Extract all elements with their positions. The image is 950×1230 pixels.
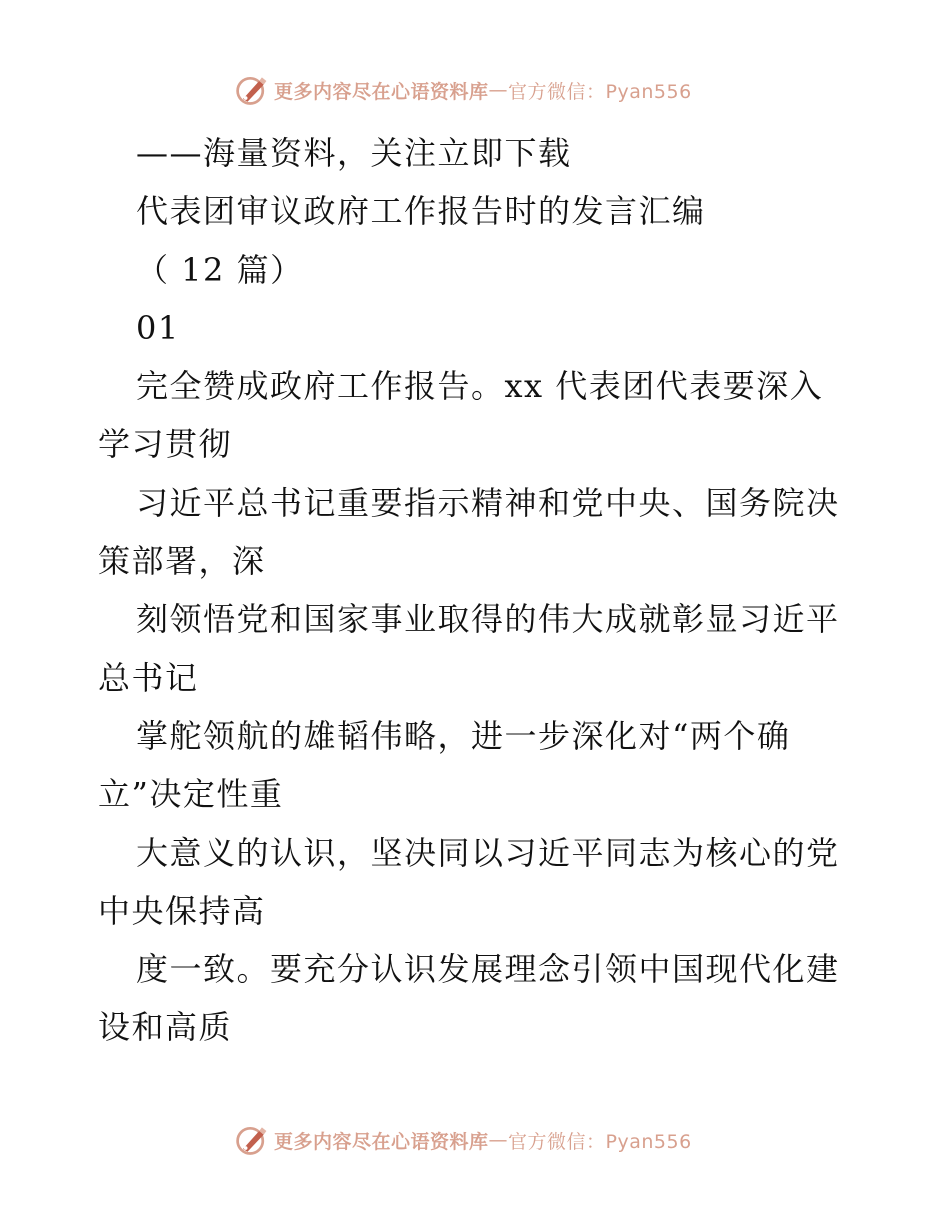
document-line: 立”决定性重 (98, 775, 284, 814)
document-title: 代表团审议政府工作报告时的发言汇编 (136, 192, 706, 231)
document-line: （ 12 篇） (136, 250, 304, 289)
header-watermark-banner (234, 70, 692, 110)
document-body (98, 124, 858, 1057)
pen-in-circle-logo-icon (234, 1122, 270, 1158)
document-line: ——海量资料，关注立即下载 (136, 134, 572, 172)
section-number: 01 (136, 308, 180, 347)
document-line: 习近平总书记重要指示精神和党中央、国务院决 (136, 483, 840, 522)
document-line: 学习贯彻 (98, 425, 233, 464)
document-line: 中央保持高 (98, 891, 266, 930)
banner-title: 更多内容尽在心语资料库 (274, 1130, 489, 1153)
pen-in-circle-logo-icon (234, 72, 270, 108)
document-line: 设和高质 (98, 1008, 233, 1047)
banner-wechat: 官方微信：Pyan556 (508, 1130, 692, 1153)
banner-separator: — (488, 1129, 509, 1151)
document-line: 总书记 (98, 658, 199, 697)
document-line: 刻领悟党和国家事业取得的伟大成就彰显习近平 (136, 600, 840, 639)
banner-wechat: 官方微信：Pyan556 (508, 80, 692, 103)
document-line: 完全赞成政府工作报告。xx 代表团代表要深入 (136, 367, 824, 406)
banner-separator: — (488, 79, 509, 101)
footer-watermark-banner (234, 1120, 692, 1160)
document-line: 大意义的认识，坚决同以习近平同志为核心的党 (136, 833, 840, 872)
banner-title: 更多内容尽在心语资料库 (274, 80, 489, 103)
document-line: 掌舵领航的雄韬伟略，进一步深化对“两个确 (136, 716, 791, 755)
document-line: 策部署，深 (98, 542, 266, 581)
document-line: 度一致。要充分认识发展理念引领中国现代化建 (136, 950, 840, 989)
